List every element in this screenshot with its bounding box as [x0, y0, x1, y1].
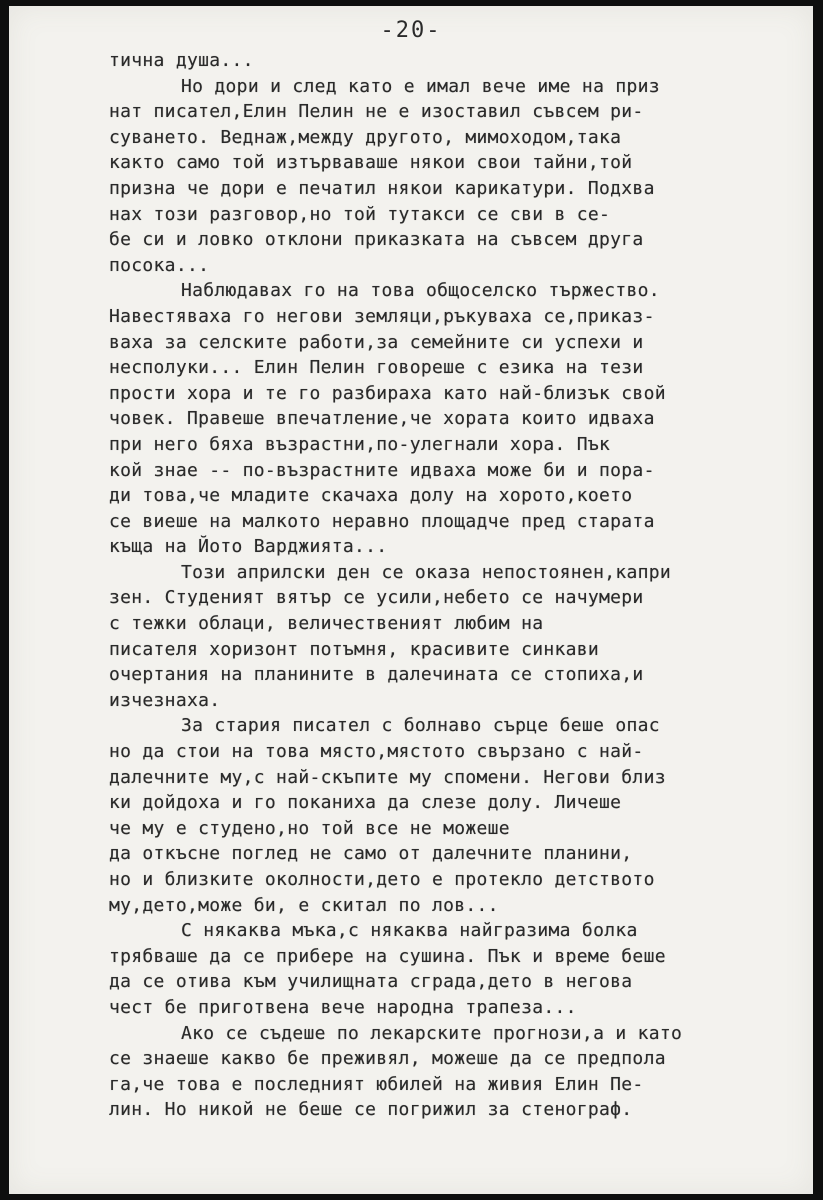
text-line: суването. Веднаж,между другото, мимоходом,така — [109, 126, 622, 148]
text-line: трябваше да се прибере на сушина. Пък и време беше — [109, 945, 666, 967]
text-line: Но дори и след като е имал вече име на приз — [181, 75, 660, 97]
typescript-body — [109, 48, 809, 1123]
text-line: несполуки... Елин Пелин говореше с езика на тези — [109, 357, 644, 379]
text-line: къща на Йото Варджията... — [109, 536, 388, 558]
text-line: му,дето,може би, е скитал по лов... — [109, 894, 499, 916]
text-line: ваха за селските работи,за семейните си успехи и — [109, 331, 644, 353]
page-number: -20- — [380, 18, 442, 43]
text-line: но да стои на това място,мястото свързано с най- — [109, 741, 644, 763]
text-line: при него бяха възрастни,по-улегнали хора. Пък — [109, 433, 611, 455]
text-line: кой знае -- по-възрастните идваха може би и пора- — [109, 459, 655, 481]
text-line: га,че това е последният юбилей на живия Елин Пе- — [109, 1073, 644, 1095]
text-line: но и близките околности,дето е протекло детството — [109, 869, 655, 890]
text-line: зен. Студеният вятър се усили,небето се начумери — [109, 587, 644, 609]
text-line: изчезнаха. — [109, 689, 221, 711]
text-line: както само той изтърваваше някои свои тайни,той — [109, 152, 633, 174]
text-line: чест бе приготвена вече народна трапеза... — [109, 996, 577, 1018]
typewritten-page — [9, 6, 813, 1194]
text-line: Наблюдавах го на това общоселско тържество. — [181, 280, 660, 302]
text-line: се знаеше какво бе преживял, можеше да се предпола — [109, 1048, 666, 1070]
text-line: нах този разговор,но той тутакси се сви в се- — [109, 203, 611, 225]
text-line: Този априлски ден се оказа непостоянен,капри — [181, 561, 672, 583]
text-line: бе си и ловко отклони приказката на съвсем друга — [109, 229, 644, 251]
text-line: да откъсне поглед не само от далечните планини, — [109, 843, 633, 865]
text-line: тична душа... — [109, 50, 254, 71]
text-line: ки дойдоха и го поканиха да слезе долу. Личеше — [109, 792, 622, 814]
text-line: далечните му,с най-скъпите му спомени. Негови близ — [109, 766, 666, 788]
text-line: писателя хоризонт потъмня, красивите синкави — [109, 638, 600, 660]
text-line: с тежки облаци, величественият любим на — [109, 613, 544, 635]
text-line: Ако се съдеше по лекарските прогнози,а и като — [181, 1022, 683, 1044]
text-line: нат писател,Елин Пелин не е изоставил съвсем ри- — [109, 101, 644, 123]
text-line: да се отива към училищната сграда,дето в негова — [109, 971, 633, 993]
text-line: очертания на планините в далечината се стопиха,и — [109, 664, 644, 686]
text-line: прости хора и те го разбираха като най-близък свой — [109, 382, 666, 404]
text-line: се виеше на малкото неравно площадче пред старата — [109, 510, 655, 532]
text-line: ди това,че младите скачаха долу на хорото,което — [109, 485, 633, 507]
text-line: че му е студено,но той все не можеше — [109, 817, 510, 839]
text-line: призна че дори е печатил някои карикатури. Подхва — [109, 177, 655, 199]
text-line: посока... — [109, 254, 210, 276]
text-line: човек. Правеше впечатление,че хората които идваха — [109, 408, 655, 430]
text-line: За стария писател с болнаво сърце беше опас — [181, 715, 660, 737]
text-line: лин. Но никой не беше се погрижил за стенограф. — [109, 1099, 633, 1121]
text-line: С някаква мъка,с някаква найгразима болка — [181, 920, 638, 942]
text-line: Навестяваха го негови земляци,ръкуваха се,приказ- — [109, 305, 655, 327]
